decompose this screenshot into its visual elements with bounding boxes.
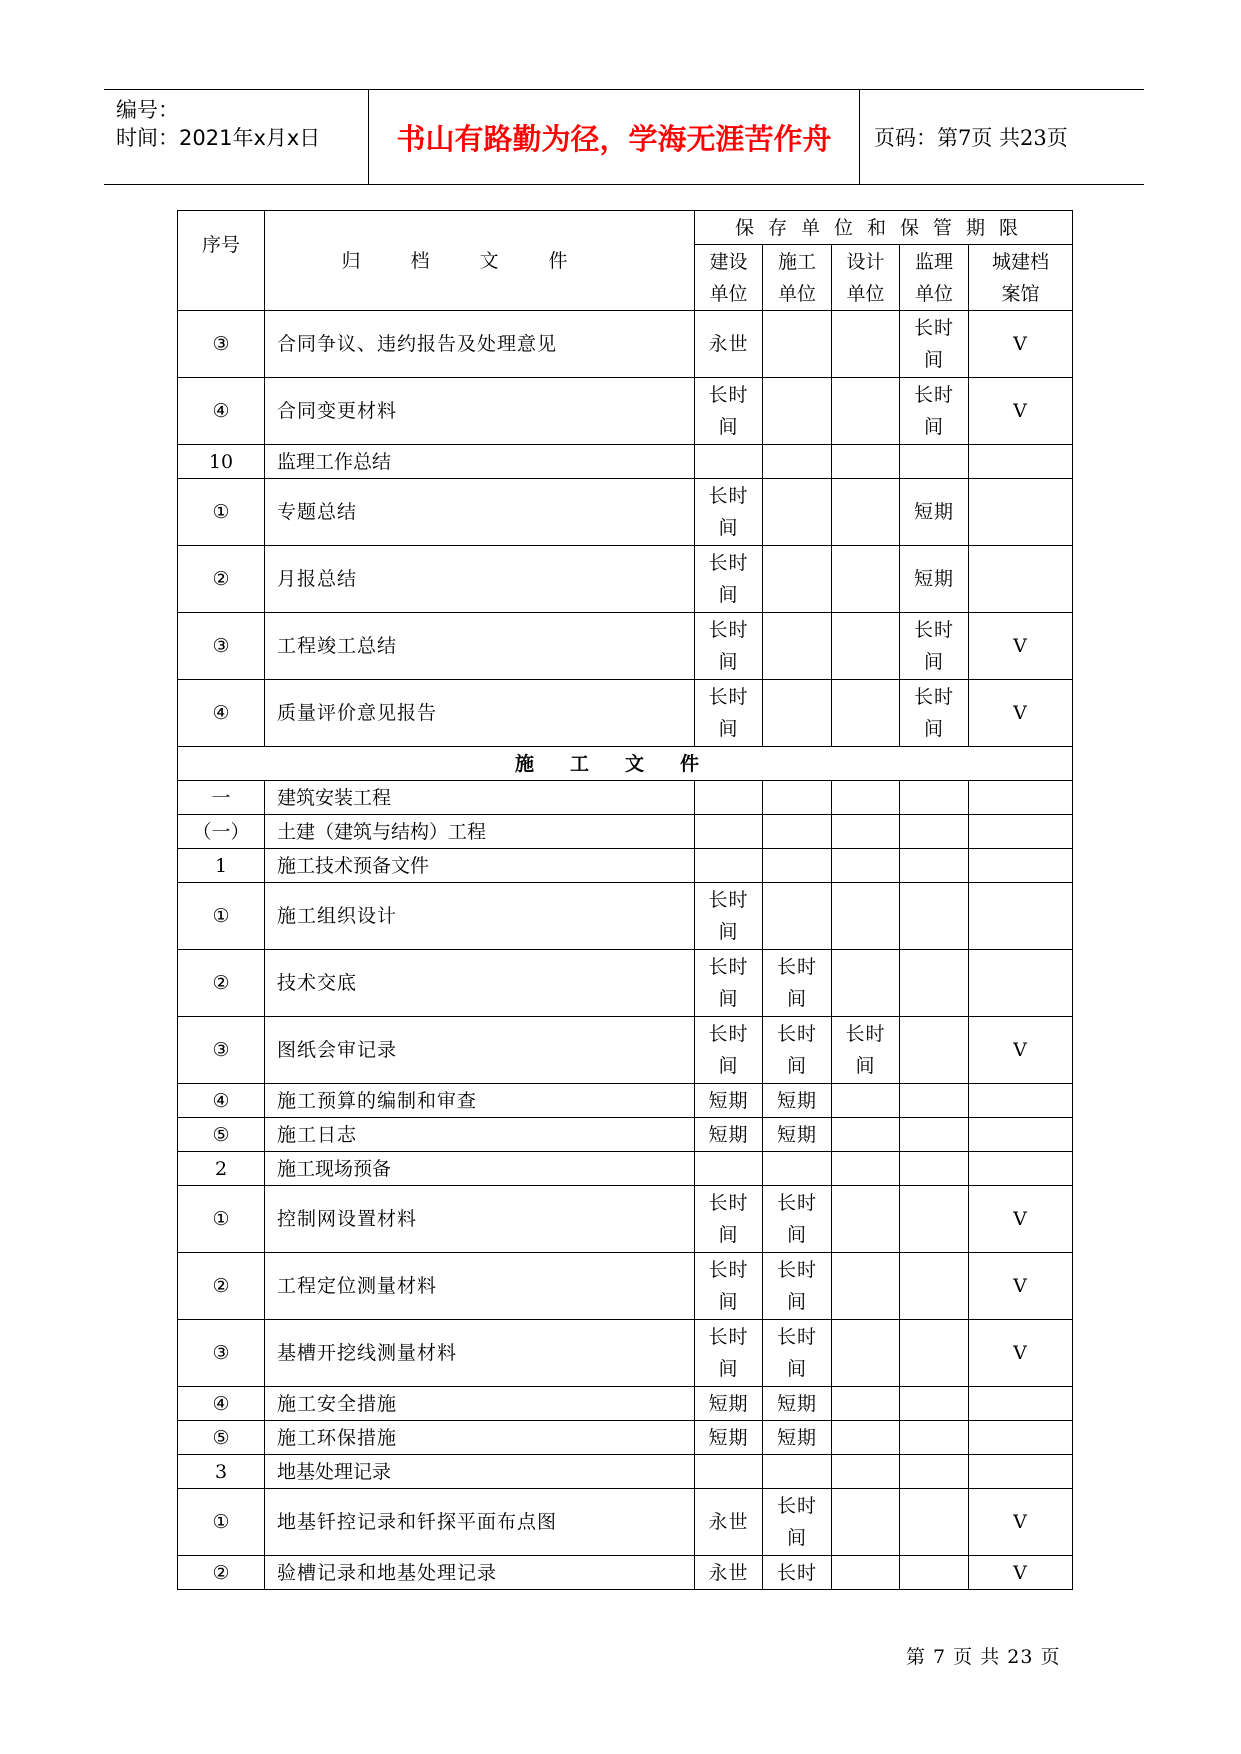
retention-cell	[969, 1455, 1073, 1489]
retention-cell	[763, 1455, 832, 1489]
retention-cell	[969, 815, 1073, 849]
row-seq: （一）	[178, 815, 265, 849]
retention-cell	[763, 311, 832, 378]
retention-cell: V	[969, 1320, 1073, 1387]
retention-cell	[832, 849, 900, 883]
retention-cell	[695, 445, 763, 479]
table-row	[178, 815, 1073, 849]
row-seq: ②	[178, 1253, 265, 1320]
row-seq: ①	[178, 479, 265, 546]
retention-cell: 长时 间	[900, 311, 969, 378]
retention-cell	[900, 950, 969, 1017]
retention-cell	[763, 378, 832, 445]
row-seq: 1	[178, 849, 265, 883]
retention-cell	[832, 680, 900, 747]
col-unit-header: 施工 单位	[763, 245, 832, 311]
retention-cell	[832, 1455, 900, 1489]
retention-cell: 长时 间	[695, 479, 763, 546]
retention-cell	[832, 378, 900, 445]
table-row	[178, 1253, 1073, 1320]
table-row	[178, 1455, 1073, 1489]
retention-cell	[832, 1118, 900, 1152]
retention-cell	[763, 613, 832, 680]
row-file-name: 施工环保措施	[265, 1421, 695, 1455]
row-seq: ③	[178, 1320, 265, 1387]
row-seq: 10	[178, 445, 265, 479]
retention-cell	[832, 1253, 900, 1320]
retention-cell	[832, 1421, 900, 1455]
row-seq: ④	[178, 1084, 265, 1118]
col-file-header: 归档文件	[265, 211, 695, 311]
table-row	[178, 1489, 1073, 1556]
row-seq: ⑤	[178, 1421, 265, 1455]
retention-cell: 长时 间	[763, 1253, 832, 1320]
row-file-name: 施工现场预备	[265, 1152, 695, 1186]
table-row	[178, 1084, 1073, 1118]
retention-cell: V	[969, 1253, 1073, 1320]
header-motto: 书山有路勤为径，学海无涯苦作舟	[369, 90, 860, 184]
retention-cell: 短期	[695, 1421, 763, 1455]
retention-cell	[900, 1455, 969, 1489]
retention-cell	[695, 849, 763, 883]
retention-cell	[900, 1118, 969, 1152]
retention-cell	[763, 883, 832, 950]
row-seq: ④	[178, 680, 265, 747]
retention-cell	[969, 883, 1073, 950]
table-row	[178, 1387, 1073, 1421]
row-seq: ③	[178, 1017, 265, 1084]
row-file-name: 专题总结	[265, 479, 695, 546]
page-footer: 第 7 页 共 23 页	[906, 1646, 1061, 1668]
row-file-name: 基槽开挖线测量材料	[265, 1320, 695, 1387]
row-file-name: 工程定位测量材料	[265, 1253, 695, 1320]
table-row	[178, 1186, 1073, 1253]
retention-cell	[763, 479, 832, 546]
row-file-name: 施工技术预备文件	[265, 849, 695, 883]
row-file-name: 施工预算的编制和审查	[265, 1084, 695, 1118]
retention-cell	[763, 680, 832, 747]
retention-cell	[832, 1387, 900, 1421]
retention-cell: 短期	[900, 479, 969, 546]
retention-cell	[969, 1421, 1073, 1455]
retention-cell: V	[969, 1186, 1073, 1253]
table-row	[178, 883, 1073, 950]
retention-cell	[763, 781, 832, 815]
retention-cell: 长时 间	[695, 1320, 763, 1387]
retention-cell: 长时 间	[832, 1017, 900, 1084]
retention-cell	[969, 950, 1073, 1017]
row-seq: ③	[178, 311, 265, 378]
row-seq: 3	[178, 1455, 265, 1489]
retention-cell	[832, 1186, 900, 1253]
retention-cell	[695, 1152, 763, 1186]
retention-cell	[969, 1152, 1073, 1186]
table-row	[178, 445, 1073, 479]
retention-cell: V	[969, 1017, 1073, 1084]
retention-cell	[900, 883, 969, 950]
retention-cell	[832, 815, 900, 849]
retention-cell	[900, 1186, 969, 1253]
retention-cell: 长时	[763, 1556, 832, 1590]
row-file-name: 控制网设置材料	[265, 1186, 695, 1253]
retention-cell: 长时 间	[900, 613, 969, 680]
retention-cell	[900, 1556, 969, 1590]
archive-table	[177, 210, 1073, 1590]
retention-cell: 永世	[695, 1556, 763, 1590]
retention-cell: 长时 间	[695, 613, 763, 680]
retention-cell	[900, 1017, 969, 1084]
retention-cell: 短期	[763, 1387, 832, 1421]
retention-cell: 长时 间	[763, 950, 832, 1017]
retention-cell: 长时 间	[900, 680, 969, 747]
retention-cell: V	[969, 1556, 1073, 1590]
retention-cell	[969, 1387, 1073, 1421]
retention-cell	[900, 815, 969, 849]
table-row	[178, 950, 1073, 1017]
retention-cell	[832, 1556, 900, 1590]
table-row	[178, 680, 1073, 747]
retention-cell: 长时 间	[695, 546, 763, 613]
row-file-name: 施工安全措施	[265, 1387, 695, 1421]
retention-cell: 长时 间	[763, 1186, 832, 1253]
table-row	[178, 378, 1073, 445]
retention-cell	[900, 1253, 969, 1320]
row-file-name: 施工日志	[265, 1118, 695, 1152]
retention-cell: 长时 间	[695, 1253, 763, 1320]
retention-cell	[695, 781, 763, 815]
retention-cell: 长时 间	[695, 378, 763, 445]
retention-cell: 短期	[900, 546, 969, 613]
table-row	[178, 747, 1073, 781]
number-label: 编号：	[116, 98, 179, 122]
row-seq: ②	[178, 546, 265, 613]
retention-cell	[832, 546, 900, 613]
retention-cell	[695, 815, 763, 849]
section-heading: 施工文件	[178, 747, 1073, 781]
table-row	[178, 781, 1073, 815]
retention-cell: 长时 间	[763, 1017, 832, 1084]
retention-cell: 短期	[695, 1084, 763, 1118]
table-row	[178, 1017, 1073, 1084]
row-seq: ①	[178, 883, 265, 950]
retention-cell: 长时 间	[695, 1017, 763, 1084]
row-seq: ⑤	[178, 1118, 265, 1152]
row-seq: ④	[178, 1387, 265, 1421]
table-row	[178, 1556, 1073, 1590]
table-row	[178, 1118, 1073, 1152]
row-seq: ④	[178, 378, 265, 445]
retention-cell: 短期	[763, 1118, 832, 1152]
header-page-label: 页码：第7页 共23页	[874, 126, 1068, 150]
retention-cell	[832, 445, 900, 479]
table-row	[178, 546, 1073, 613]
retention-cell	[832, 479, 900, 546]
retention-cell	[900, 1320, 969, 1387]
row-file-name: 监理工作总结	[265, 445, 695, 479]
retention-cell	[969, 849, 1073, 883]
col-unit-header: 建设 单位	[695, 245, 763, 311]
retention-cell: V	[969, 311, 1073, 378]
retention-cell	[832, 950, 900, 1017]
retention-cell	[969, 546, 1073, 613]
retention-cell	[832, 1084, 900, 1118]
row-file-name: 地基处理记录	[265, 1455, 695, 1489]
row-file-name: 土建（建筑与结构）工程	[265, 815, 695, 849]
retention-cell: V	[969, 1489, 1073, 1556]
col-group-header: 保存单位和保管期限	[695, 211, 1073, 245]
retention-cell: 短期	[763, 1084, 832, 1118]
row-seq: ③	[178, 613, 265, 680]
col-unit-header: 设计 单位	[832, 245, 900, 311]
retention-cell: 永世	[695, 311, 763, 378]
row-seq: 2	[178, 1152, 265, 1186]
row-seq: ①	[178, 1489, 265, 1556]
col-unit-header: 监理 单位	[900, 245, 969, 311]
row-file-name: 合同争议、违约报告及处理意见	[265, 311, 695, 378]
retention-cell: 短期	[695, 1118, 763, 1152]
retention-cell	[763, 815, 832, 849]
retention-cell	[832, 883, 900, 950]
retention-cell	[900, 781, 969, 815]
retention-cell: V	[969, 613, 1073, 680]
header-meta	[104, 90, 369, 184]
col-seq-header: 序号	[178, 211, 265, 311]
retention-cell	[832, 1152, 900, 1186]
retention-cell	[900, 1152, 969, 1186]
row-file-name: 图纸会审记录	[265, 1017, 695, 1084]
retention-cell	[969, 445, 1073, 479]
row-seq: 一	[178, 781, 265, 815]
row-file-name: 验槽记录和地基处理记录	[265, 1556, 695, 1590]
row-file-name: 月报总结	[265, 546, 695, 613]
table-row	[178, 1152, 1073, 1186]
retention-cell	[832, 311, 900, 378]
row-file-name: 质量评价意见报告	[265, 680, 695, 747]
page-header	[104, 89, 1144, 185]
retention-cell: V	[969, 680, 1073, 747]
table-row	[178, 311, 1073, 378]
retention-cell: 短期	[763, 1421, 832, 1455]
table-row	[178, 479, 1073, 546]
col-unit-header: 城建档 案馆	[969, 245, 1073, 311]
row-file-name: 施工组织设计	[265, 883, 695, 950]
retention-cell	[969, 781, 1073, 815]
retention-cell	[900, 445, 969, 479]
retention-cell	[900, 1387, 969, 1421]
retention-cell: 长时 间	[695, 950, 763, 1017]
row-file-name: 合同变更材料	[265, 378, 695, 445]
retention-cell: 长时 间	[763, 1320, 832, 1387]
retention-cell	[969, 1084, 1073, 1118]
retention-cell	[832, 781, 900, 815]
row-file-name: 建筑安装工程	[265, 781, 695, 815]
retention-cell: 长时 间	[900, 378, 969, 445]
row-seq: ②	[178, 950, 265, 1017]
retention-cell: 长时 间	[695, 680, 763, 747]
retention-cell	[900, 1421, 969, 1455]
retention-cell	[969, 1118, 1073, 1152]
time-label: 时间：2021年x月x日	[116, 126, 321, 150]
retention-cell	[695, 1455, 763, 1489]
retention-cell: 长时 间	[695, 1186, 763, 1253]
retention-cell	[900, 1084, 969, 1118]
retention-cell: 长时 间	[763, 1489, 832, 1556]
table-row	[178, 1421, 1073, 1455]
table-row	[178, 613, 1073, 680]
retention-cell: 永世	[695, 1489, 763, 1556]
row-file-name: 工程竣工总结	[265, 613, 695, 680]
retention-cell	[763, 445, 832, 479]
row-seq: ②	[178, 1556, 265, 1590]
row-file-name: 技术交底	[265, 950, 695, 1017]
retention-cell: 短期	[695, 1387, 763, 1421]
retention-cell	[832, 1320, 900, 1387]
retention-cell	[900, 1489, 969, 1556]
retention-cell	[900, 849, 969, 883]
table-row	[178, 849, 1073, 883]
retention-cell	[763, 849, 832, 883]
retention-cell	[832, 1489, 900, 1556]
retention-cell	[763, 1152, 832, 1186]
row-file-name: 地基钎控记录和钎探平面布点图	[265, 1489, 695, 1556]
retention-cell	[832, 613, 900, 680]
retention-cell: V	[969, 378, 1073, 445]
table-row	[178, 1320, 1073, 1387]
retention-cell: 长时 间	[695, 883, 763, 950]
retention-cell	[763, 546, 832, 613]
row-seq: ①	[178, 1186, 265, 1253]
retention-cell	[969, 479, 1073, 546]
